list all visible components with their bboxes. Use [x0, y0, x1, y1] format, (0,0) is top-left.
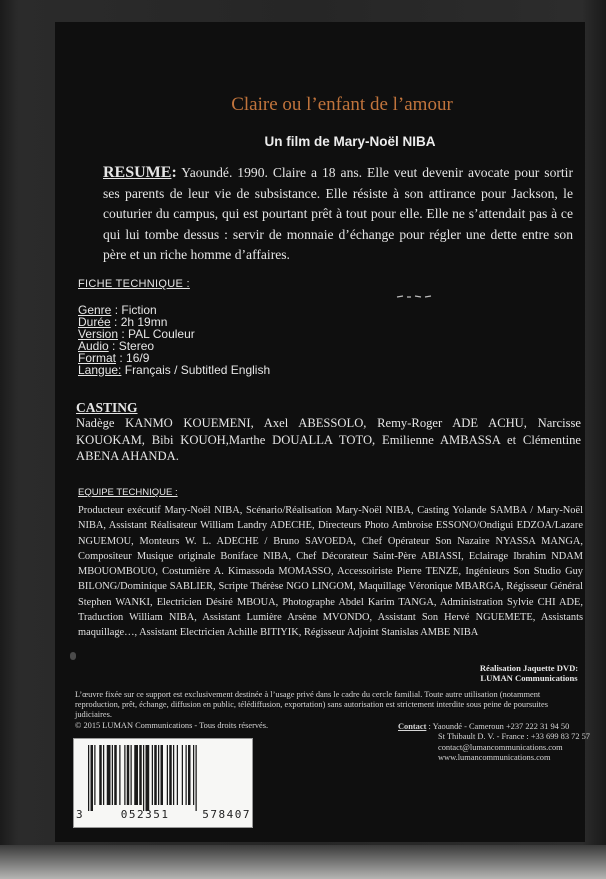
spec-sep: : — [118, 326, 129, 341]
casting-section — [76, 401, 581, 465]
barcode-bar — [188, 745, 191, 805]
barcode-bar — [161, 745, 164, 805]
barcode-bar — [91, 745, 94, 811]
contact-email: contact@lumancommunications.com — [438, 742, 563, 752]
contact-website: www.lumancommunications.com — [438, 753, 551, 763]
barcode-lead-digit: 3 — [76, 808, 83, 821]
barcode-bar — [139, 745, 142, 805]
tech-sheet — [78, 305, 398, 376]
contact-row-yaounde — [398, 722, 588, 732]
crew-heading: EQUIPE TECHNIQUE : — [78, 487, 178, 498]
contact-yaounde: : Yaoundé - Cameroun +237 222 31 94 50 — [428, 722, 570, 731]
barcode-bar — [173, 745, 174, 805]
spec-key: Genre — [78, 303, 112, 317]
cover-credit-line1: Réalisation Jaquette DVD: — [479, 663, 579, 673]
barcode-number — [76, 808, 251, 821]
spec-key: Version — [78, 326, 119, 341]
film-title: Claire ou l’enfant de l’amour — [231, 94, 453, 115]
barcode-bar — [186, 745, 187, 805]
legal-notice-text: L’œuvre fixée sur ce support est exclusivement destinée à l’usage privé dans le cadre du cercle familial. Toute autre utilisation (notamment reproduction, prêt, échange, diffusion en public, télédiffusion, exportation) sans autorisation est strictement interdite sous peine de poursuites judiciaires. — [75, 690, 548, 720]
spec-value: Français / Subtitled English — [124, 362, 271, 377]
copyright-line: © 2015 LUMAN Communications - Tous droits réservés. — [75, 720, 269, 730]
barcode-bar — [152, 745, 153, 805]
synopsis-text: Yaoundé. 1990. Claire a 18 ans. Elle veut devenir avocate pour sortir ses parents de leur vie de subsistance. Elle résiste à son attirance pour Jackson, le couturier du campus, qui est pourtant prêt à tout pour elle. Elle ne s’attendait pas à ce qui lui tombe dessus : servir de monnaie d’échange pour régler une dette entre son père et un riche homme d’affaires. — [103, 165, 573, 262]
spec-key: Audio — [78, 338, 109, 353]
barcode-bar — [182, 745, 183, 805]
barcode-bar — [154, 745, 157, 805]
contact-block — [398, 722, 588, 764]
barcode-bar — [169, 745, 172, 805]
barcode-bar — [146, 745, 150, 811]
barcode-bar — [107, 745, 111, 805]
spec-key: Format — [78, 350, 117, 365]
barcode-bar — [196, 745, 197, 811]
barcode-bar — [134, 745, 138, 805]
barcode-bar — [127, 745, 130, 805]
cover-credit — [470, 663, 588, 683]
casting-heading: CASTING — [76, 400, 138, 415]
barcode-bar — [158, 745, 159, 805]
barcode-bar — [143, 745, 144, 811]
casting-text: Nadège KANMO KOUEMENI, Axel ABESSOLO, Remy-Roger ADE ACHU, Narcisse KOUOKAM, Bibi KOUOH,Marthe DOUALLA TOTO, Emilienne AMBASSA et Clémentine ABENA AHANDA. — [76, 416, 581, 463]
barcode-bar — [103, 745, 104, 805]
spec-key: Durée — [78, 314, 111, 329]
spec-key: Langue: — [78, 362, 122, 377]
contact-label: Contact — [398, 722, 427, 731]
spec-sep: : — [108, 338, 119, 353]
scratch-mark — [395, 294, 435, 300]
barcode-bar — [193, 745, 194, 805]
barcode-bar — [124, 745, 125, 805]
crew-text: Producteur exécutif Mary-Noël NIBA, Scénario/Réalisation Mary-Noël NIBA, Casting Yolande SAMBA / Mary-Noël NIBA, Assistant Réalisateur William Landry ADECHE, Directeurs Photo Ambroise ESSONO/Ondigui EDZOA/Lazare NGUEMOU, Monteurs W. L. ADECHE / Bruno SAVOEDA, Chef Opérateur Son Nazaire NYASSA MANGA, Compositeur Musique originale Boniface NIBA, Chef Décorateur Saint-Père ABIASSI, Eclairage Ibrahim NDAM MBOUOMBOUO, Costumière A. Kimassoda MOMASSO, Accessoiriste Pierre TENZE, Ingénieurs Son Studio Guy BILONG/Dominique SABLIER, Scripte Thérèse NGO LINGOM, Maquillage Véronique MBARGA, Régisseur Général Stephen WANKI, Electricien Désiré MBOUA, Photographe Abdel Karim TANGA, Administration Sylvie CHI ADE, Traduction William NIBA, Assistant Lumière Arsène MVONDO, Assistant Son Hervé NGUEMETE, Assistants maquillage…, Assistant Electricien Achille BITIYIK, Régisseur Adjoint Stanislas AMBE NIBA — [78, 505, 583, 639]
barcode-group-left: 052351 — [120, 808, 170, 821]
spec-value: Fiction — [121, 303, 157, 317]
barcode-bar — [114, 745, 117, 805]
barcode-bar — [112, 745, 113, 805]
case-bottom-edge — [0, 845, 606, 879]
film-director-line: Un film de Mary-Noël NIBA — [264, 134, 436, 149]
barcode-bar — [88, 745, 89, 811]
spec-sep: : — [116, 350, 127, 365]
spec-value: Stereo — [118, 338, 155, 353]
synopsis-label: RESUME — [103, 164, 172, 181]
spec-sep: : — [111, 303, 122, 317]
spec-value: PAL Couleur — [128, 326, 195, 341]
barcode-bar — [131, 745, 132, 805]
barcode-group-right: 578407 — [202, 808, 251, 821]
spec-value: 16/9 — [126, 350, 150, 365]
synopsis-colon: : — [171, 164, 177, 181]
spec-value: 2h 19mn — [120, 314, 168, 329]
barcode-bar — [94, 745, 95, 805]
barcode-bar — [119, 745, 120, 805]
spec-row-langue — [78, 362, 398, 377]
barcode-bar — [167, 745, 168, 805]
barcode-bars — [88, 745, 238, 811]
barcode — [73, 738, 253, 828]
contact-france: St Thibault D. V. - France : +33 699 83 72 57 — [438, 732, 590, 742]
spec-sep: : — [110, 314, 121, 329]
synopsis — [103, 163, 573, 266]
barcode-bar — [99, 745, 102, 805]
surface-speck — [70, 652, 76, 660]
tech-sheet-heading: FICHE TECHNIQUE : — [78, 278, 190, 290]
cover-credit-line2: LUMAN Communications — [480, 673, 578, 683]
barcode-bar — [177, 745, 178, 805]
